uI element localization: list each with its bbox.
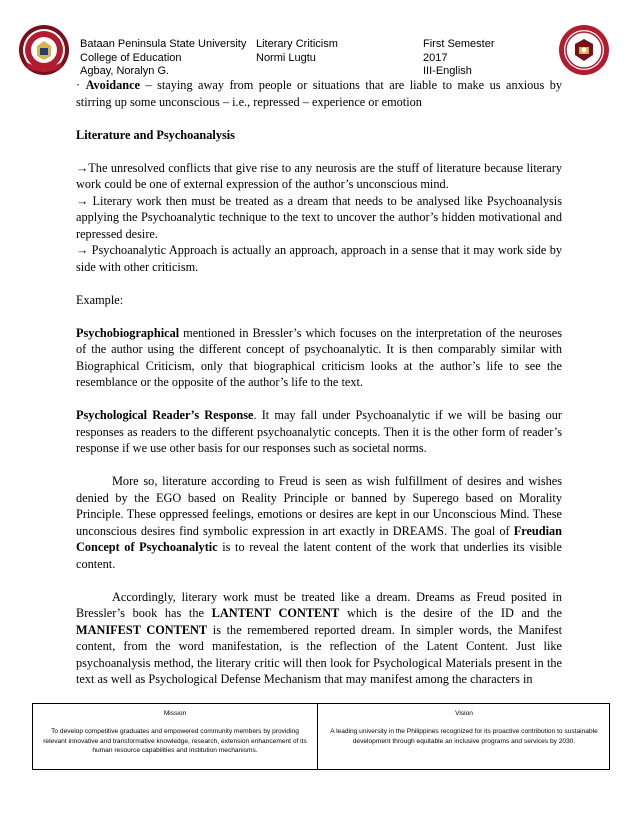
document-body xyxy=(76,77,562,688)
header-university-block xyxy=(80,38,246,79)
term-psychobiographical: Psychobiographical xyxy=(76,325,180,340)
paragraph-psychobiographical: Psychobiographical mentioned in Bressler’s which focuses on the interpretation of the neuroses of the author using the different concept of psychoanalytic. It is then comparably similar with Biographical Criticism, only that biographical criticism looks at the author’s life to see the resemblance or the opposite of the author’s life to the text. xyxy=(76,325,562,389)
page-header xyxy=(0,0,638,82)
paragraph-dream: Accordingly, literary work must be treated like a dream. Dreams as Freud posited in Bressler’s book has the LANTENT CONTENT which is the desire of the ID and the MANIFEST CONTENT is the remembered reported dream. In simpler words, the Manifest content, from the word manifestation, is the reflection of the Latent Content. Just like psychoanalysis method, the literary critic will then look for Psychological Materials present in the text as well as Psychological Defense Mechanism that may manifest among the characters in xyxy=(76,589,562,686)
paragraph-readers-response: Psychological Reader’s Response. It may fall under Psychoanalytic if we will be basing our responses as readers to the different psychoanalytic concepts. Then it is the other form of reader’s response if we use other basis for our responses such as societal norms. xyxy=(76,408,562,455)
header-semester: First Semester xyxy=(423,38,495,50)
header-year: 2017 xyxy=(423,51,448,64)
mission-box xyxy=(33,704,318,769)
arrow-point-2: → Literary work then must be treated as a dream that needs to be analysed like Psychoanalysis applying the Psychoanalytic technique to the text to uncover the author’s hidden motivational and repressed desire. xyxy=(76,193,562,241)
term-latent-content: LANTENT CONTENT xyxy=(211,606,340,620)
term-readers-response: Psychological Reader’s Response xyxy=(76,408,254,422)
mission-vision-footer xyxy=(32,703,610,770)
paragraph-freud: More so, literature according to Freud is seen as wish fulfillment of desires and wishes denied by the EGO based on Reality Principle or banned by Superego based on Morality Principle. These oppressed feelings, emotions or desires are kept in our Unconscious Mind. These unconscious desires find symbolic expression in art exactly in DREAMS. The goal of Freudian Concept of Psychoanalytic is to reveal the latent content of the work that underlies its visible content. xyxy=(76,474,562,571)
section-heading: Literature and Psychoanalysis xyxy=(76,127,235,142)
vision-title: Vision xyxy=(455,710,473,717)
term-freudian-concept: Freudian Concept of Psychoanalytic xyxy=(76,523,562,554)
header-university: Bataan Peninsula State University xyxy=(80,38,247,50)
arrow-point-1: →The unresolved conflicts that give rise to any neurosis are the stuff of literature because literary work could be one of external expression of the author’s unconscious mind. xyxy=(76,160,562,191)
term-manifest-content: MANIFEST CONTENT xyxy=(76,622,208,637)
vision-text: A leading university in the Philippines recognized for its proactive contribution to sustainable development through equitable an inclusive programs and services by 2030. xyxy=(330,728,598,745)
header-section: III-English xyxy=(423,65,472,77)
header-instructor: Normi Lugtu xyxy=(256,51,316,64)
vision-box xyxy=(319,704,609,769)
header-course-block xyxy=(256,38,338,65)
arrow-point-3: → Psychoanalytic Approach is actually an approach, approach in a sense that it may work side by side with other criticism. xyxy=(76,243,562,274)
header-term-block xyxy=(423,38,495,79)
bullet-mark: · xyxy=(76,78,86,92)
paragraph-avoidance: · Avoidance – staying away from people or situations that are liable to make us anxious by stirring up some unconscious – i.e., repressed – experience or emotion xyxy=(76,78,562,109)
header-author: Agbay, Noralyn G. xyxy=(80,65,170,77)
header-course: Literary Criticism xyxy=(256,38,338,50)
example-label: Example: xyxy=(76,292,124,307)
term-avoidance: Avoidance xyxy=(85,78,140,92)
mission-title: Mission xyxy=(163,710,187,717)
mission-text: To develop competitive graduates and empowered community members by providing relevant innovative and transformative knowledge, research, extension enhancement of its human resource capabilities and institution mechanisms. xyxy=(43,728,307,755)
college-seal-right xyxy=(558,24,610,76)
header-college: College of Education xyxy=(80,51,182,64)
university-seal-left xyxy=(18,24,70,76)
